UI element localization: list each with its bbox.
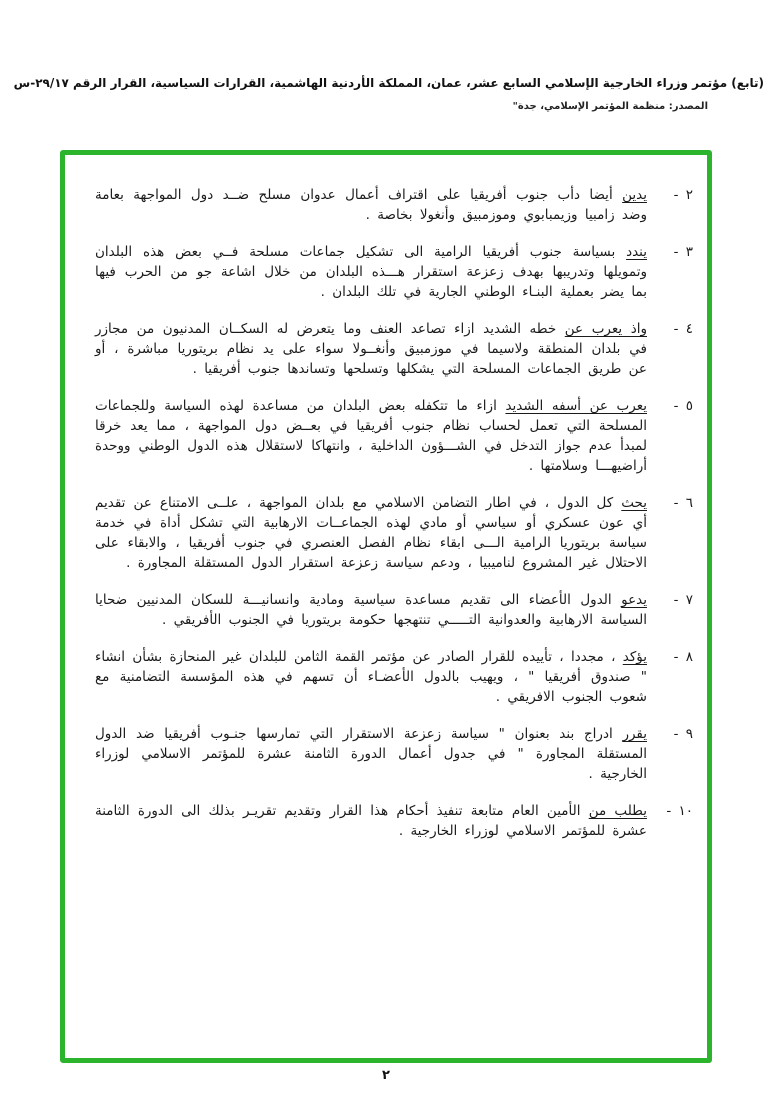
item-body: ، مجددا ، تأييده للقرار الصادر عن مؤتمر القمة الثامن للبلدان غير المنحازة بشأن انشاء " صندوق أفريقيا " ، ويهيب بالدول الأعضـاء أن تسهم في هذه المؤسسة التضامنية مع شعوب الجنوب الافريقي . xyxy=(95,649,647,705)
item-text xyxy=(95,242,647,302)
item-lead-verb: يؤكد xyxy=(622,649,647,665)
item-number: ٦ - xyxy=(673,495,693,511)
item-text xyxy=(95,647,647,707)
item-body: ازاء ما تتكفله بعض البلدان من مساعدة لهذه السياسة وللجماعات المسلحة التي تعمل لحساب نظام جنوب أفريقيا في بعــض دول المواجهة ، مما يعد خرقا لمبدأ عدم جواز التدخل في الشـــؤون الداخلية ، وانتهاكا لاستقلال هذه الدول الوطني ووحدة أراضيهـــا وسلامتها . xyxy=(95,398,647,474)
resolution-item xyxy=(95,590,693,630)
item-number: ٣ - xyxy=(673,244,693,260)
item-body: خطه الشديد ازاء تصاعد العنف وما يتعرض له السكــان المدنيون من مجازر في بلدان المنطقة ولاسيما في موزمبيق وأنغــولا سواء على يد نظام بريتوريا مباشرة ، أو عن طريق الجماعات المسلحة التي يشكلها وتسلحها وتساندها جنوب أفريقيا . xyxy=(95,321,647,377)
item-lead-verb: يحث xyxy=(621,495,647,511)
item-body: أيضا دأب جنوب أفريقيا على اقتراف أعمال عدوان مسلح ضــد دول المواجهة بعامة وضد زامبيا وزيمبابوي وموزمبيق وأنغولا بخاصة . xyxy=(95,187,647,223)
item-number: ٥ - xyxy=(673,398,693,414)
resolution-item xyxy=(95,396,693,476)
item-lead-verb: واذ يعرب عن xyxy=(564,321,647,337)
item-lead-verb: يطلب من xyxy=(588,803,647,819)
item-body: كل الدول ، في اطار التضامن الاسلامي مع بلدان المواجهة ، علــى الامتناع عن تقديم أي عون عسكري أو سياسي أو مادي لهذه الجماعــات الارهابية التي تشكل أداة في خدمة سياسة بريتوريا الرامية الـــى ابقاء نظام الفصل العنصري في جنوب أفريقيا ، والابقاء على الاحتلال غير المشروع لناميبيا ، ودعم سياسة زعزعة استقرار الدول المستقلة المجاورة . xyxy=(95,495,647,571)
highlight-box xyxy=(60,150,712,1063)
item-lead-verb: يندد xyxy=(626,244,647,260)
resolution-item xyxy=(95,319,693,379)
document-source: المصدر: منظمة المؤتمر الإسلامي، جدة" xyxy=(512,101,708,112)
page-number: ٢ xyxy=(382,1068,390,1083)
resolution-item xyxy=(95,242,693,302)
item-number: ٧ - xyxy=(673,592,693,608)
item-text xyxy=(95,590,647,630)
item-lead-verb: يدين xyxy=(622,187,647,203)
item-number: ٩ - xyxy=(673,726,693,742)
item-lead-verb: يدعو xyxy=(621,592,647,608)
resolution-item xyxy=(95,801,693,841)
document-header xyxy=(8,76,764,112)
item-text xyxy=(95,319,647,379)
resolution-items-list xyxy=(95,185,693,841)
item-lead-verb: يقرر xyxy=(622,726,647,742)
item-text xyxy=(95,801,647,841)
item-text xyxy=(95,185,647,225)
item-number: ١٠ - xyxy=(666,803,693,819)
item-body: ادراج بند بعنوان " سياسة زعزعة الاستقرار التي تمارسها جنـوب أفريقيا ضد الدول المستقلة المجاورة " في جدول أعمال الدورة الثامنة عشرة للمؤتمر الاسلامي لوزراء الخارجية . xyxy=(95,726,647,782)
resolution-item xyxy=(95,185,693,225)
item-lead-verb: يعرب عن أسفه الشديد xyxy=(505,398,647,414)
document-title: (تابع) مؤتمر وزراء الخارجية الإسلامي السابع عشر، عمان، المملكة الأردنية الهاشمية، القرارات السياسية، القرار الرقم ٢٩/١٧-س xyxy=(13,76,764,90)
item-number: ٢ - xyxy=(673,187,693,203)
resolution-item xyxy=(95,647,693,707)
resolution-item xyxy=(95,724,693,784)
item-number: ٨ - xyxy=(673,649,693,665)
item-body: الدول الأعضاء الى تقديم مساعدة سياسية ومادية وانسانيـــة للسكان المدنيين ضحايا السياسة الارهابية والعدوانية التـــــي تنتهجها حكومة بريتوريا في الجنوب الأفريقي . xyxy=(95,592,647,628)
item-text xyxy=(95,396,647,476)
item-body: بسياسة جنوب أفريقيا الرامية الى تشكيل جماعات مسلحة فــي بعض هذه البلدان وتمويلها وتدريبها بهدف زعزعة استقرار هـــذه البلدان من خلال اشاعة جو من الحرب فيها بما يضر بعملية البنـاء الوطني الجارية في تلك البلدان . xyxy=(95,244,647,300)
resolution-item xyxy=(95,493,693,573)
item-body: الأمين العام متابعة تنفيذ أحكام هذا القرار وتقديم تقريـر بذلك الى الدورة الثامنة عشرة للمؤتمر الاسلامي لوزراء الخارجية . xyxy=(95,803,647,839)
item-number: ٤ - xyxy=(673,321,693,337)
item-text xyxy=(95,724,647,784)
item-text xyxy=(95,493,647,573)
